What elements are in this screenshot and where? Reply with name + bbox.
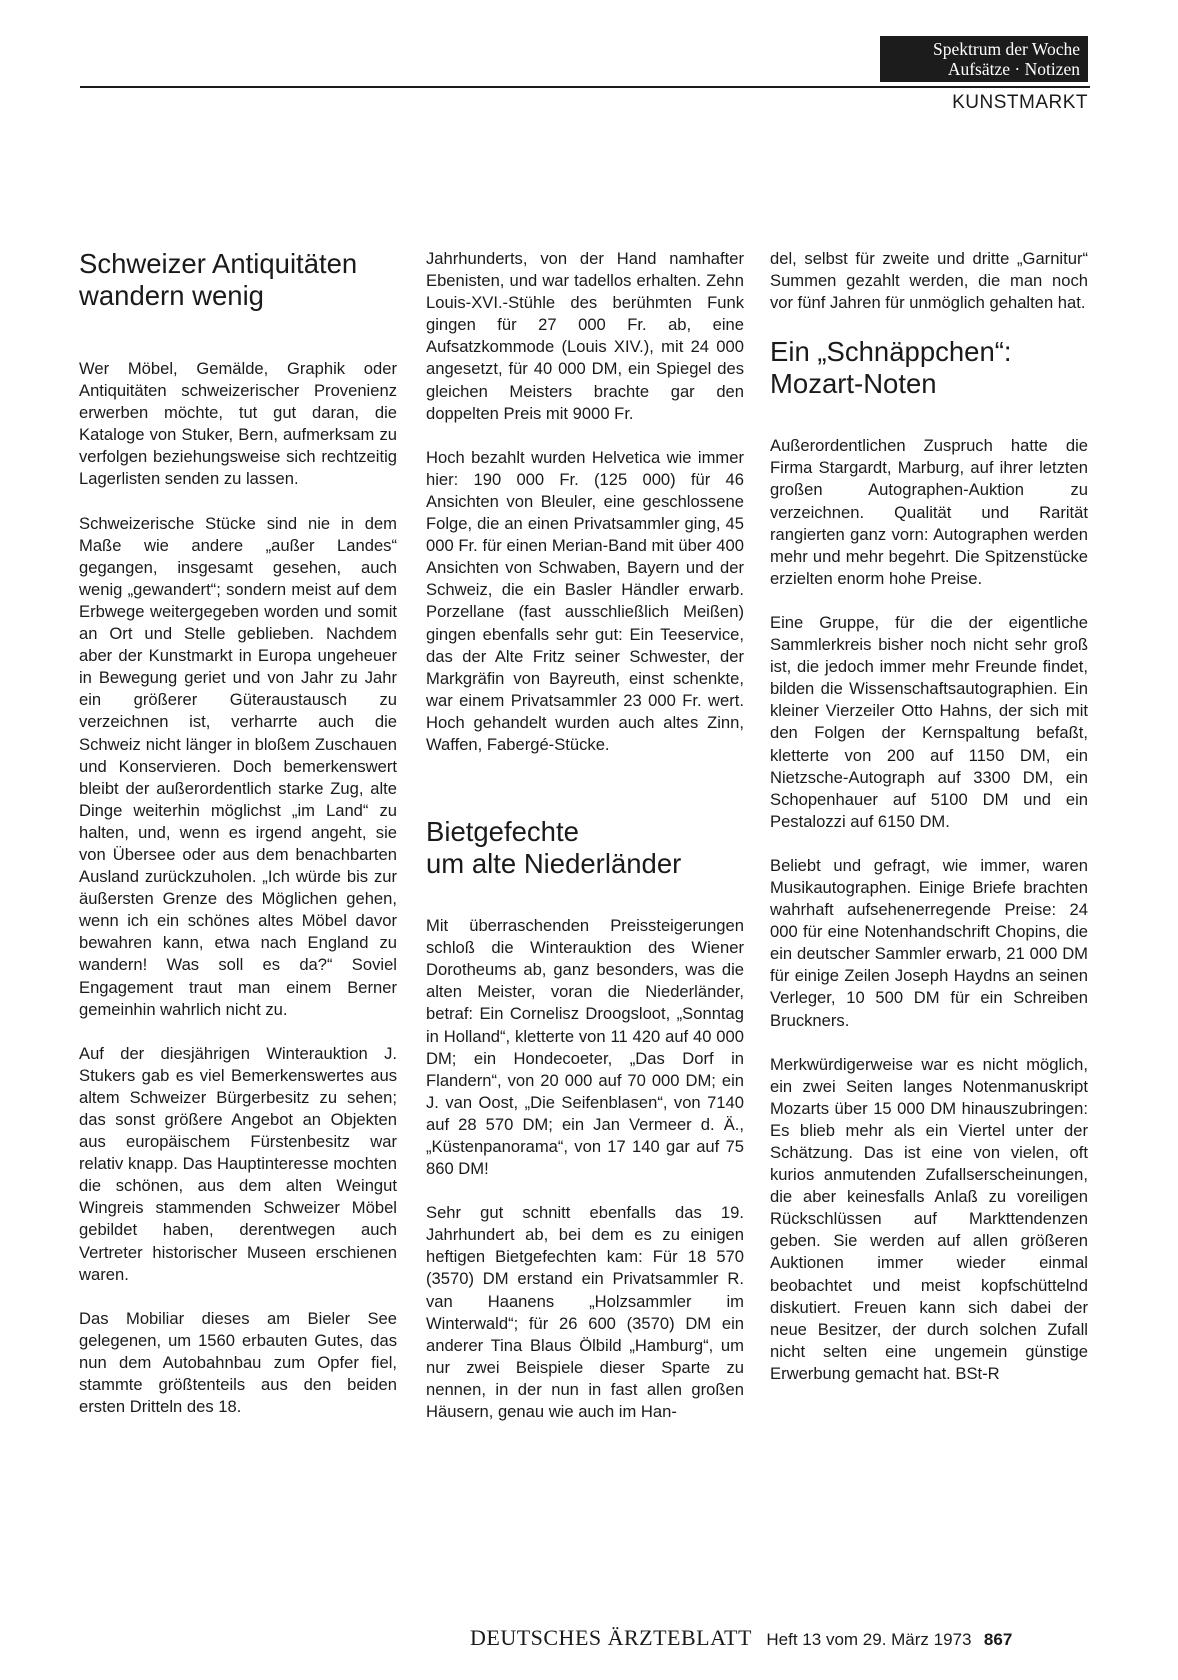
article2-paragraph: Sehr gut schnitt ebenfalls das 19. Jahrhundert ab, bei dem es zu einigen heftigen Bietgefechten kam: Für 18 570 (3570) DM erstand ein Privatsammler R. van Haanens „Holzsammler im Winterwald“; für 26 600 (3570) DM ein anderer Tina Blaus Ölbild „Hamburg“, um nur zwei Beispiele dieser Sparte zu nennen, in der nun in fast allen großen Häusern, genau wie auch im Han- — [426, 1203, 744, 1422]
article1-paragraph: Schweizerische Stücke sind nie in dem Maße wie andere „außer Landes“ gegangen, insgesamt gesehen, auch wenig „gewandert“; sondern meist auf dem Erbwege weitergegeben worden und somit an Ort und Stelle geblieben. Nachdem aber der Kunstmarkt in Europa ungeheuer in Bewegung geriet und von Jahr zu Jahr ein größerer Güteraustausch zu verzeichnen ist, verharrte auch die Schweiz nicht länger in bloßem Zuschauen und Konservieren. Doch bemerkenswert bleibt der außerordentlich starke Zug, alte Dinge weiterhin möglichst „im Land“ zu halten, und, wenn es irgend angeht, sie von Übersee oder aus dem benachbarten Ausland zurückzuholen. „Ich würde bis zur äußersten Grenze des Möglichen gehen, wenn ich ein schönes altes Möbel davor bewahren kann, etwa nach England zu wandern! Was soll es da?“ Soviel Engagement traut man einem Berner gemeinhin wahrlich nicht zu. — [79, 513, 397, 1019]
issue-info: Heft 13 vom 29. März 1973 — [766, 1630, 972, 1649]
article1-paragraph: Auf der diesjährigen Winterauktion J. Stukers gab es viel Bemerkenswertes aus altem Schweizer Bürgerbesitz zu sehen; das sonst größere Angebot an Objekten aus europäischem Fürstenbesitz war relativ knapp. Das Hauptinteresse mochten die schönen, aus dem alten Weingut Wingreis stammenden Schweizer Möbel gebildet haben, derentwegen auch Vertreter historischer Museen erschienen waren. — [79, 1043, 397, 1284]
column-3 — [770, 248, 1088, 1407]
article1-paragraph-continued: Jahrhunderts, von der Hand namhafter Ebenisten, und war tadellos erhalten. Zehn Louis-XVI.-Stühle des berühmten Funk gingen für 27 000 Fr. ab, eine Aufsatzkommode (Louis XIV.), mit 24 000 angesetzt, für 40 000 DM, ein Spiegel des gleichen Meisters brachte gar den doppelten Preis mit 9000 Fr. — [426, 249, 744, 423]
column-1 — [79, 248, 397, 1440]
article3-title-line2: Mozart-Noten — [770, 368, 937, 400]
article3-paragraph: Außerordentlichen Zuspruch hatte die Firma Stargardt, Marburg, auf ihrer letzten großen Autographen-Auktion zu verzeichnen. Qualität und Rarität rangierten ganz vorn: Autographen werden mehr und mehr begehrt. Die Spitzenstücke erzielten enorm hohe Preise. — [770, 436, 1088, 588]
article2-title-line1: Bietgefechte — [426, 816, 579, 848]
rubric-label: KUNSTMARKT — [952, 92, 1088, 113]
article2-title — [426, 816, 744, 880]
article1-title — [79, 248, 397, 312]
section-label — [880, 36, 1088, 82]
column-2 — [426, 248, 744, 1445]
article2-title-line2: um alte Niederländer — [426, 848, 682, 880]
magazine-name: DEUTSCHES ÄRZTEBLATT — [470, 1625, 752, 1650]
article3-title-line1: Ein „Schnäppchen“: — [770, 336, 1012, 368]
article1-title-line2: wandern wenig — [79, 280, 264, 311]
article1-title-line1: Schweizer Antiquitäten — [79, 248, 358, 279]
article3-title — [770, 336, 1088, 400]
page-number: 867 — [983, 1630, 1013, 1649]
header-rule — [80, 86, 1090, 88]
article3-paragraph: Merkwürdigerweise war es nicht möglich, ein zwei Seiten langes Notenmanuskript Mozarts über 15 000 DM hinauszubringen: Es blieb mehr als ein Viertel unter der Schätzung. Das ist eine von vielen, oft kurios anmutenden Zufallserscheinungen, die aber keinesfalls Anlaß zu voreiligen Rückschlüssen auf Markttendenzen geben. Sie werden auf allen größeren Auktionen immer wieder einmal beobachtet und meist kopfschüttelnd diskutiert. Freuen kann sich dabei der neue Besitzer, der durch solchen Zufall nicht selten eine ungemein günstige Erwerbung gemacht hat. BSt-R — [770, 1054, 1088, 1383]
article1-paragraph-continued: Hoch bezahlt wurden Helvetica wie immer hier: 190 000 Fr. (125 000) für 46 Ansichten von Bleuler, eine geschlossene Folge, die an einen Privatsammler ging, 45 000 Fr. für einen Merian-Band mit über 400 Ansichten von Schwaben, Bayern und der Schweiz, die ein Basler Händler erwarb. Porzellane (fast ausschließlich Meißen) gingen ebenfalls sehr gut: Ein Teeservice, das der Alte Fritz seiner Schwester, der Markgräfin von Bayreuth, einst schenkte, war einem Privatsammler 23 000 Fr. wert. Hoch gehandelt wurden auch altes Zinn, Waffen, Fabergé-Stücke. — [426, 447, 744, 754]
article1-paragraph: Das Mobiliar dieses am Bieler See gelegenen, um 1560 erbauten Gutes, das nun dem Autobahnbau zum Opfer fiel, stammte größtenteils aus den beiden ersten Dritteln des 18. — [79, 1308, 397, 1417]
article2-paragraph: Mit überraschenden Preissteigerungen schloß die Winterauktion des Wiener Dorotheums ab, ganz besonders, was die alten Meister, voran die Niederländer, betraf: Ein Cornelisz Droogsloot, „Sonntag in Holland“, kletterte von 11 420 auf 40 000 DM; ein Hondecoeter, „Das Dorf in Flandern“, von 20 000 auf 70 000 DM; ein J. van Oost, „Die Seifenblasen“, von 7140 auf 28 570 DM; ein Jan Vermeer d. Ä., „Küstenpanorama“, von 17 140 gar auf 75 860 DM! — [426, 916, 744, 1179]
page-footer — [470, 1625, 1012, 1651]
article3-paragraph: Beliebt und gefragt, wie immer, waren Musikautographen. Einige Briefe brachten wahrhaft aufsehenerregende Preise: 24 000 für eine Notenhandschrift Chopins, die ein deutscher Sammler erwarb, 21 000 DM für einige Zeilen Joseph Haydns an seinen Verleger, 10 500 DM für ein Schreiben Bruckners. — [770, 855, 1088, 1030]
section-label-line1: Spektrum der Woche — [933, 39, 1080, 59]
article3-paragraph: Eine Gruppe, für die der eigentliche Sammlerkreis bisher noch nicht sehr groß ist, die jedoch immer mehr Freunde findet, bilden die Wissenschaftsautographien. Ein kleiner Vierzeiler Otto Hahns, der sich mit den Folgen der Kernspaltung befaßt, kletterte von 200 auf 1150 DM, ein Nietzsche-Autograph auf 3300 DM, ein Schopenhauer auf 5100 DM und ein Pestalozzi auf 6150 DM. — [770, 612, 1088, 831]
article2-paragraph-continued: del, selbst für zweite und dritte „Garnitur“ Summen gezahlt werden, die man noch vor fünf Jahren für unmöglich gehalten hat. — [770, 249, 1088, 313]
article1-paragraph: Wer Möbel, Gemälde, Graphik oder Antiquitäten schweizerischer Provenienz erwerben möchte, tut gut daran, die Kataloge von Stuker, Bern, aufmerksam zu verfolgen beziehungsweise sich rechtzeitig Lagerlisten senden zu lassen. — [79, 359, 397, 489]
section-label-line2: Aufsätze · Notizen — [947, 59, 1080, 79]
